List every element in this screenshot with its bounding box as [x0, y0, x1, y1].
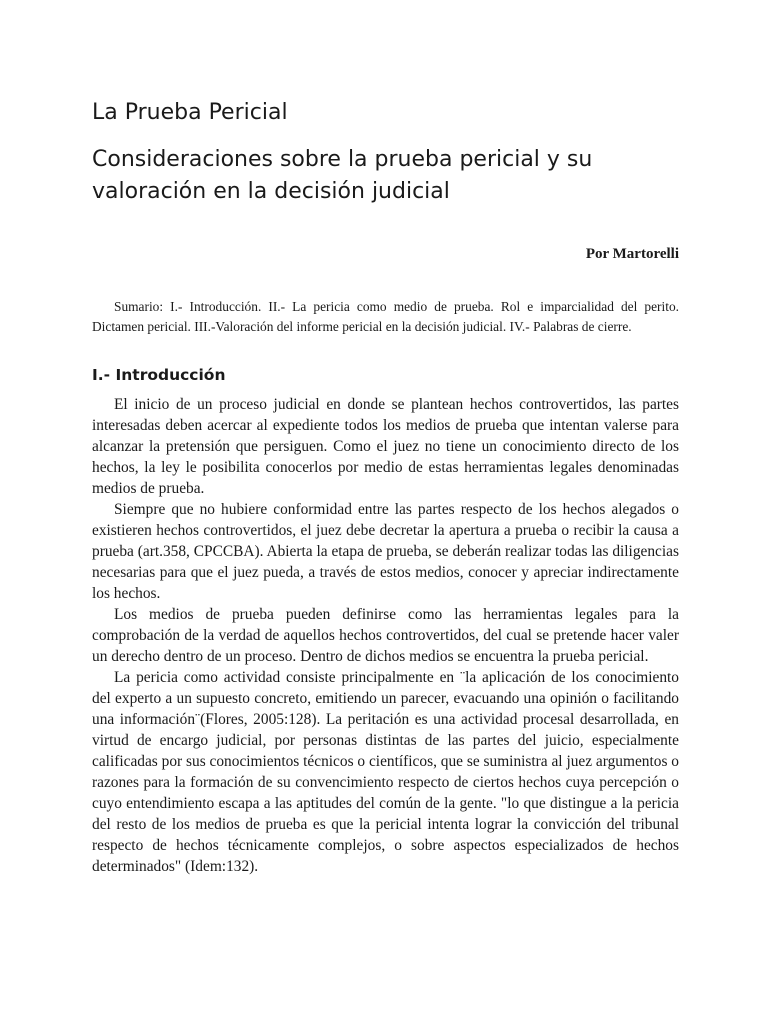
section-title: La Prueba Pericial — [92, 100, 288, 125]
body-paragraph: Los medios de prueba pueden definirse como las herramientas legales para la comprobación de la verdad de aquellos hechos controvertidos, del cual se pretende hacer valer un derecho dentro de un proceso. Dentro de dichos medios se encuentra la prueba pericial. — [92, 606, 679, 666]
document-subtitle: Consideraciones sobre la prueba pericial y su valoración en la decisión judicial — [92, 147, 593, 205]
body-paragraph: El inicio de un proceso judicial en donde se plantean hechos controvertidos, las partes interesadas deben acercar al expediente todos los medios de prueba que intentan valerse para alcanzar la pretensión que persiguen. Como el juez no tiene un conocimiento directo de los hechos, la ley le posibilita conocerlos por medio de estas herramientas legales denominadas medios de prueba. — [92, 396, 679, 498]
summary: Sumario: I.- Introducción. II.- La pericia como medio de prueba. Rol e imparcialidad del perito. Dictamen pericial. III.-Valoración del informe pericial en la decisión judicial. IV.- Palabras de cierre. — [92, 299, 679, 334]
document-page — [92, 100, 679, 877]
author-line: Por Martorelli — [585, 246, 679, 263]
body-paragraph: La pericia como actividad consiste principalmente en ¨la aplicación de los conocimiento del experto a un supuesto concreto, emitiendo un parecer, evacuando una opinión o facilitando una información¨(Flores, 2005:128). La peritación es una actividad procesal desarrollada, en virtud de encargo judicial, por personas distintas de las partes del juicio, especialmente calificadas por sus conocimientos técnicos o científicos, que se suministra al juez argumentos o razones para la formación de su convencimiento respecto de ciertos hechos cuya percepción o cuyo entendimiento escapa a las aptitudes del común de la gente. "lo que distingue a la pericia del resto de los medios de prueba es que la pericial intenta lograr la convicción del tribunal respecto de hechos técnicamente complejos, o sobre aspectos especializados de hechos determinados" (Idem:132). — [92, 669, 679, 876]
section-heading-introduccion: I.- Introducción — [92, 366, 226, 385]
body-paragraph: Siempre que no hubiere conformidad entre las partes respecto de los hechos alegados o existieren hechos controvertidos, el juez debe decretar la apertura a prueba o recibir la causa a prueba (art.358, CPCCBA). Abierta la etapa de prueba, se deberán realizar todas las diligencias necesarias para que el juez pueda, a través de estos medios, conocer y apreciar indirectamente los hechos. — [92, 501, 679, 603]
